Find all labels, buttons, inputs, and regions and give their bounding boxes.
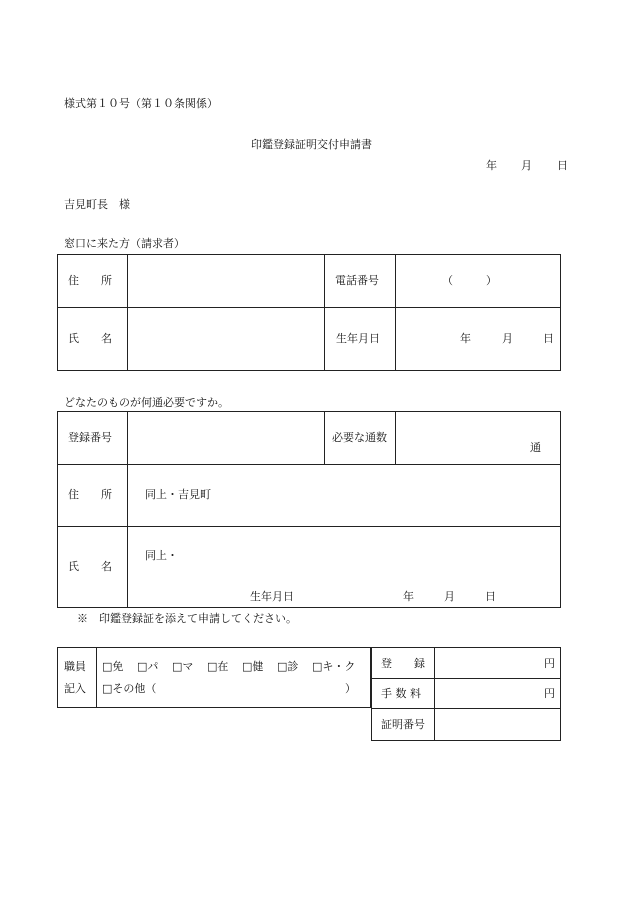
form-title: 印鑑登録証明交付申請書 <box>251 138 372 151</box>
checkbox-license[interactable]: □免 <box>102 660 124 673</box>
registration-unit[interactable]: 円 <box>544 657 555 670</box>
cert-number-label: 証明番号 <box>381 718 425 731</box>
target-birth-day[interactable]: 日 <box>485 590 496 603</box>
target-name-label: 氏 名 <box>68 560 112 573</box>
requester-birthdate-label: 生年月日 <box>336 332 380 345</box>
addressee: 吉見町長 様 <box>64 198 130 211</box>
reg-number-input[interactable] <box>128 412 323 463</box>
target-address-value[interactable]: 同上・吉見町 <box>145 488 211 501</box>
checkbox-other[interactable]: □その他（ <box>102 682 157 695</box>
checkbox-insurance[interactable]: □健 <box>242 660 264 673</box>
staff-label-line2: 記入 <box>64 682 86 695</box>
target-name-value[interactable]: 同上・ <box>145 549 178 562</box>
requester-name-label: 氏 名 <box>68 332 112 345</box>
requester-name-input[interactable] <box>128 308 323 370</box>
copies-label: 必要な通数 <box>332 431 387 444</box>
header-date-year: 年 <box>486 159 497 172</box>
cert-number-input[interactable] <box>435 709 560 740</box>
checkbox-passport[interactable]: □パ <box>137 660 159 673</box>
registration-label: 登 録 <box>381 657 425 670</box>
section1-heading: 窓口に来た方（請求者） <box>64 237 185 250</box>
section2-heading: どなたのものが何通必要ですか。 <box>64 396 229 409</box>
target-address-label: 住 所 <box>68 488 112 501</box>
target-birthdate-label: 生年月日 <box>250 590 294 603</box>
reg-number-label: 登録番号 <box>68 431 112 444</box>
checkbox-ki-ku[interactable]: □キ・ク <box>312 660 356 673</box>
checkbox-consultation[interactable]: □診 <box>277 660 299 673</box>
checkbox-residence[interactable]: □在 <box>207 660 229 673</box>
other-close-paren: ） <box>345 682 356 695</box>
fee-label: 手 数 料 <box>381 687 421 700</box>
requester-birth-year[interactable]: 年 <box>460 332 471 345</box>
copies-unit[interactable]: 通 <box>530 441 541 454</box>
requester-birth-month[interactable]: 月 <box>502 332 513 345</box>
header-date-day: 日 <box>557 159 568 172</box>
header-date-month: 月 <box>521 159 532 172</box>
checkbox-mynumber[interactable]: □マ <box>172 660 194 673</box>
requester-address-input[interactable] <box>128 255 323 306</box>
staff-label-line1: 職員 <box>64 660 86 673</box>
instruction-note: ※ 印鑑登録証を添えて申請してください。 <box>77 612 297 625</box>
target-birth-year[interactable]: 年 <box>403 590 414 603</box>
target-birth-month[interactable]: 月 <box>444 590 455 603</box>
staff-box <box>57 647 371 708</box>
form-number: 様式第１０号（第１０条関係） <box>64 97 218 110</box>
requester-address-label: 住 所 <box>68 274 112 287</box>
fee-unit[interactable]: 円 <box>544 687 555 700</box>
requester-birth-day[interactable]: 日 <box>543 332 554 345</box>
requester-phone-label: 電話番号 <box>335 274 379 287</box>
requester-phone-input[interactable]: （ ） <box>442 274 497 287</box>
